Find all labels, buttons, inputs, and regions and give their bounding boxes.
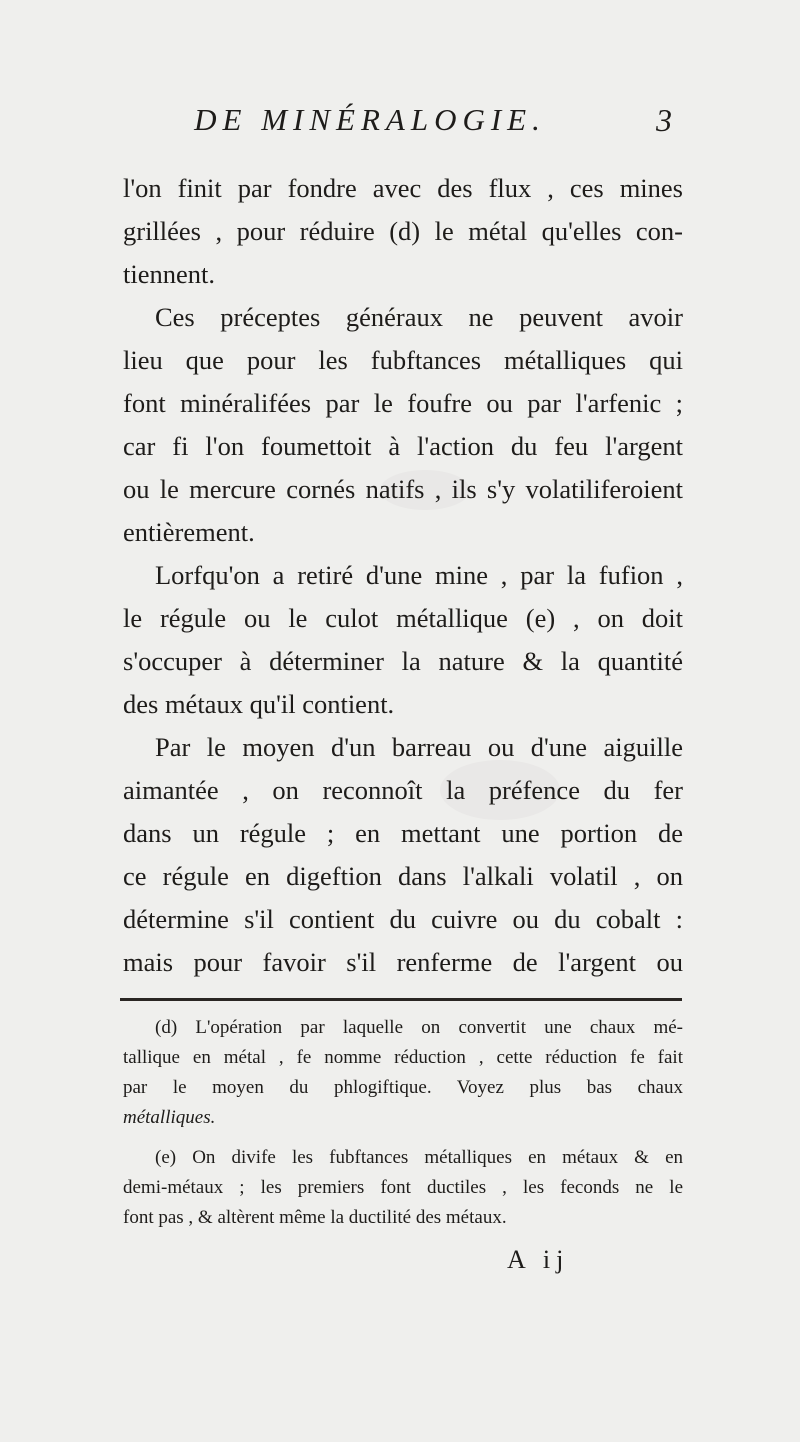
footnote-line: métalliques. xyxy=(123,1107,216,1128)
text-line: lieu que pour les fubftances métalliques qui xyxy=(123,345,683,375)
text-line: dans un régule ; en mettant une portion de xyxy=(123,818,683,848)
text-line: Ces préceptes généraux ne peuvent avoir xyxy=(155,302,683,332)
text-line: Lorfqu'on a retiré d'une mine , par la fufion , xyxy=(155,560,683,590)
text-line: ce régule en digeftion dans l'alkali volatil , on xyxy=(123,861,683,891)
footnote-line: (d) L'opération par laquelle on convertit une chaux mé- xyxy=(155,1017,683,1038)
signature-mark: A ij xyxy=(507,1245,570,1274)
text-line: Par le moyen d'un barreau ou d'une aiguille xyxy=(155,732,683,762)
running-title: DE MINÉRALOGIE. xyxy=(194,102,546,137)
text-line: aimantée , on reconnoît la préfence du fer xyxy=(123,775,683,805)
footnote-line: tallique en métal , fe nomme réduction , cette réduction fe fait xyxy=(123,1047,683,1068)
text-line: entièrement. xyxy=(123,517,255,547)
text-line: tiennent. xyxy=(123,259,215,289)
footnote-line: font pas , & altèrent même la ductilité des métaux. xyxy=(123,1207,507,1228)
text-line: l'on finit par fondre avec des flux , ces mines xyxy=(123,173,683,203)
text-line: le régule ou le culot métallique (e) , on doit xyxy=(123,603,683,633)
text-line: mais pour favoir s'il renferme de l'argent ou xyxy=(123,947,683,977)
text-line: détermine s'il contient du cuivre ou du cobalt : xyxy=(123,904,683,934)
page-number: 3 xyxy=(656,102,672,138)
footnote-line: par le moyen du phlogiftique. Voyez plus bas chaux xyxy=(123,1077,683,1098)
text-line: des métaux qu'il contient. xyxy=(123,689,395,719)
footnote-rule xyxy=(120,998,682,1001)
text-line: s'occuper à déterminer la nature & la quantité xyxy=(123,646,683,676)
text-line: car fi l'on foumettoit à l'action du feu l'argent xyxy=(123,431,683,461)
text-line: grillées , pour réduire (d) le métal qu'elles con- xyxy=(123,216,683,246)
text-line: font minéralifées par le foufre ou par l'arfenic ; xyxy=(123,388,683,418)
running-head xyxy=(120,102,680,152)
footnote-line: (e) On divife les fubftances métalliques en métaux & en xyxy=(155,1147,683,1168)
footnote-line: demi-métaux ; les premiers font ductiles , les feconds ne le xyxy=(123,1177,683,1198)
text-line: ou le mercure cornés natifs , ils s'y volatiliferoient xyxy=(123,474,683,504)
